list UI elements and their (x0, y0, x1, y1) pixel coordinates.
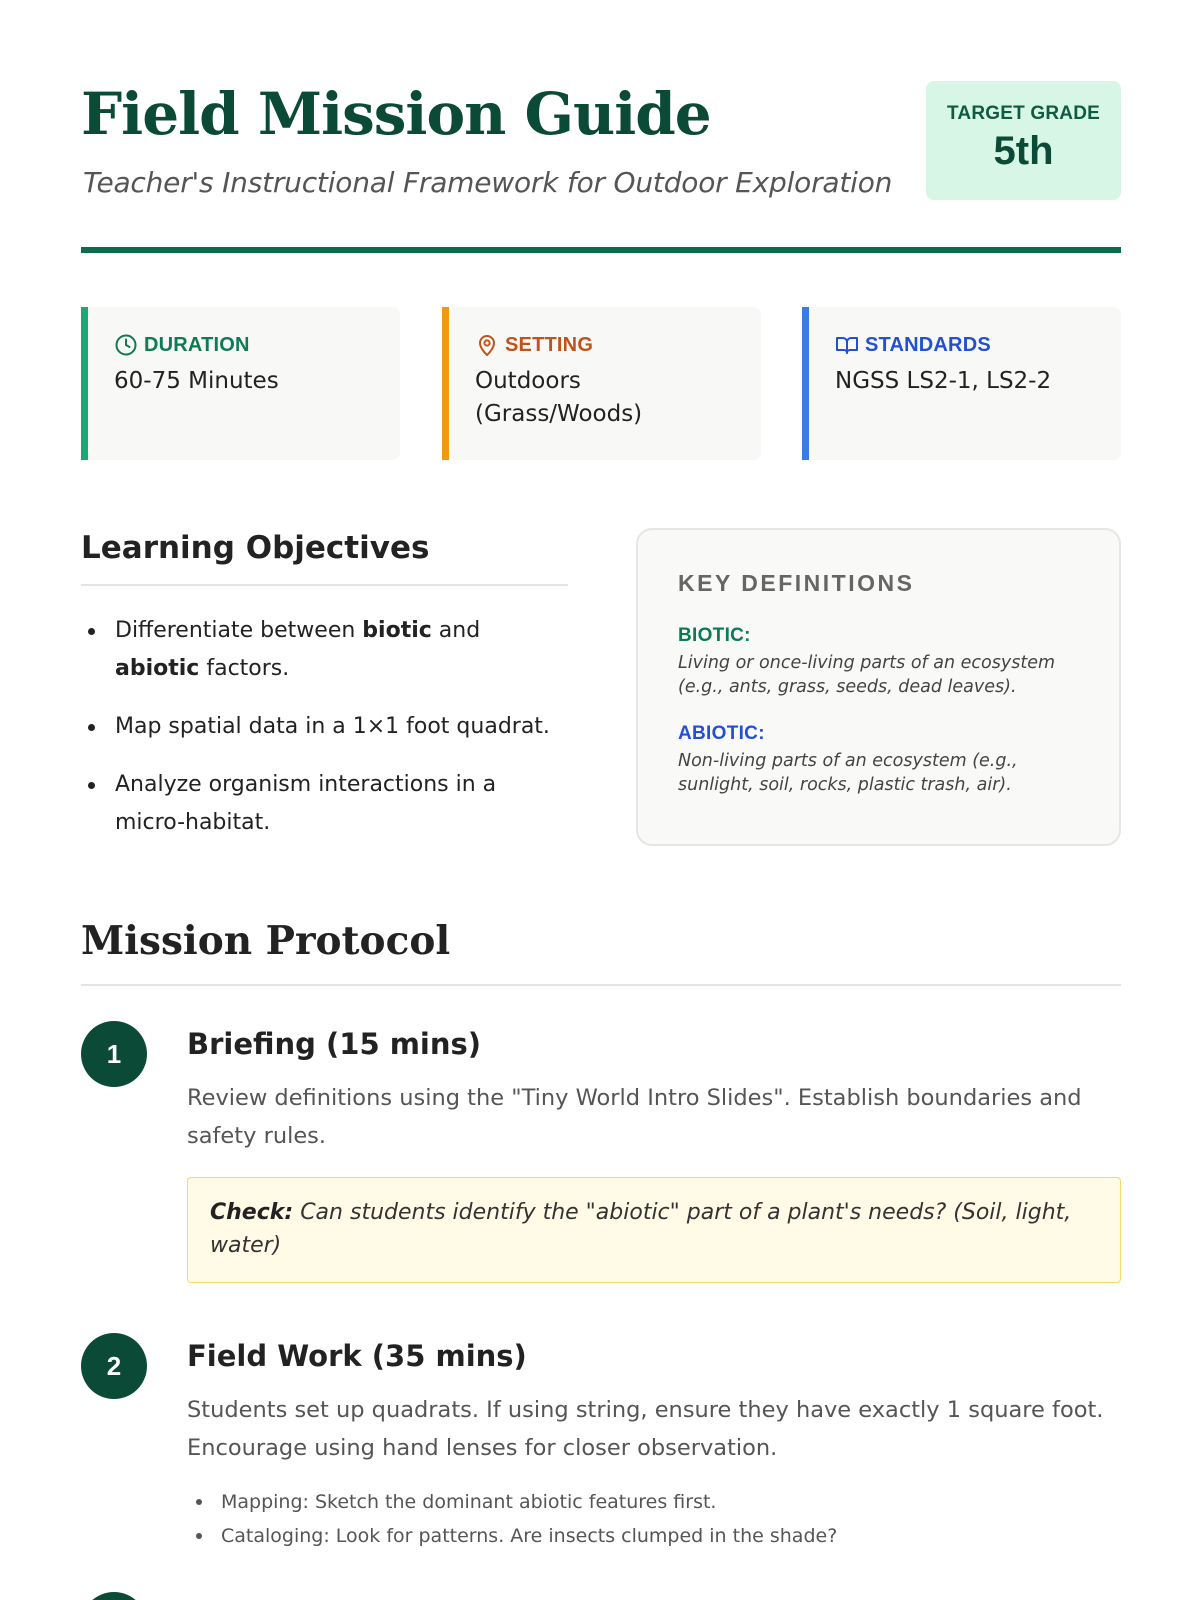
card-accent-bar (802, 307, 809, 460)
list-item: Analyze organism interactions in a micro-habitat. (81, 766, 568, 842)
target-grade-badge (926, 81, 1121, 200)
learning-objectives (81, 530, 568, 862)
protocol-heading: Mission Protocol (81, 918, 451, 964)
step-description: Review definitions using the "Tiny World Intro Slides". Establish boundaries and safety rules. (187, 1085, 1082, 1149)
duration-value: 60-75 Minutes (114, 368, 279, 394)
grade-label: TARGET GRADE (947, 103, 1100, 124)
card-label (475, 333, 735, 357)
standards-label: STANDARDS (865, 333, 991, 356)
check-callout (187, 1177, 1121, 1283)
page (81, 0, 1121, 1547)
objectives-heading: Learning Objectives (81, 530, 430, 566)
biotic-term: BIOTIC: (678, 625, 751, 646)
map-pin-icon (475, 333, 499, 357)
header-divider (81, 247, 1121, 253)
step-body (187, 1333, 1121, 1553)
setting-card (442, 307, 761, 460)
protocol-divider (81, 984, 1121, 986)
card-label (114, 333, 374, 357)
step-number-badge: 2 (81, 1333, 147, 1399)
objectives-list (81, 612, 568, 842)
standards-card (802, 307, 1121, 460)
step-description: Students set up quadrats. If using string, ensure they have exactly 1 square foot. Encourage using hand lenses for closer observation. (187, 1397, 1104, 1461)
check-text: Can students identify the "abiotic" part of a plant's needs? (Soil, light, water) (210, 1200, 1072, 1258)
key-definitions-panel (636, 528, 1121, 846)
card-label (835, 333, 1095, 357)
setting-label: SETTING (505, 333, 594, 356)
step-body (187, 1021, 1121, 1283)
page-subtitle: Teacher's Instructional Framework for Outdoor Exploration (83, 166, 893, 199)
step-number-badge: 1 (81, 1021, 147, 1087)
card-accent-bar (442, 307, 449, 460)
step-number-badge-partial (81, 1592, 147, 1600)
list-item: Cataloging: Look for patterns. Are insects clumped in the shade? (187, 1519, 1121, 1553)
page-title: Field Mission Guide (81, 80, 711, 148)
abiotic-term: ABIOTIC: (678, 723, 765, 744)
objective-text: and (431, 618, 481, 643)
list-item: Map spatial data in a 1×1 foot quadrat. (81, 708, 568, 746)
step-title: Briefing (15 mins) (187, 1027, 482, 1061)
standards-value: NGSS LS2-1, LS2-2 (835, 368, 1052, 394)
book-icon (835, 333, 859, 357)
check-label: Check: (210, 1200, 294, 1225)
duration-card (81, 307, 400, 460)
definitions-heading: KEY DEFINITIONS (678, 570, 915, 596)
abiotic-definition: Non-living parts of an ecosystem (e.g., sunlight, soil, rocks, plastic trash, air). (678, 751, 1018, 795)
step-title: Field Work (35 mins) (187, 1339, 527, 1373)
biotic-definition: Living or once-living parts of an ecosystem (e.g., ants, grass, seeds, dead leaves). (678, 653, 1056, 697)
header (81, 0, 1121, 258)
setting-value: Outdoors (Grass/Woods) (475, 368, 643, 427)
objective-text: Differentiate between (115, 618, 363, 643)
clock-icon (114, 333, 138, 357)
list-item (81, 612, 568, 688)
mission-protocol (81, 918, 1121, 1547)
objective-term-abiotic: abiotic (115, 656, 200, 681)
card-accent-bar (81, 307, 88, 460)
objective-text: factors. (199, 656, 290, 681)
objectives-divider (81, 584, 568, 586)
step-sub-list (187, 1485, 1121, 1553)
list-item: Mapping: Sketch the dominant abiotic features first. (187, 1485, 1121, 1519)
info-cards (81, 307, 1121, 460)
objective-term-biotic: biotic (362, 618, 432, 643)
duration-label: DURATION (144, 333, 250, 356)
grade-value: 5th (993, 129, 1054, 173)
